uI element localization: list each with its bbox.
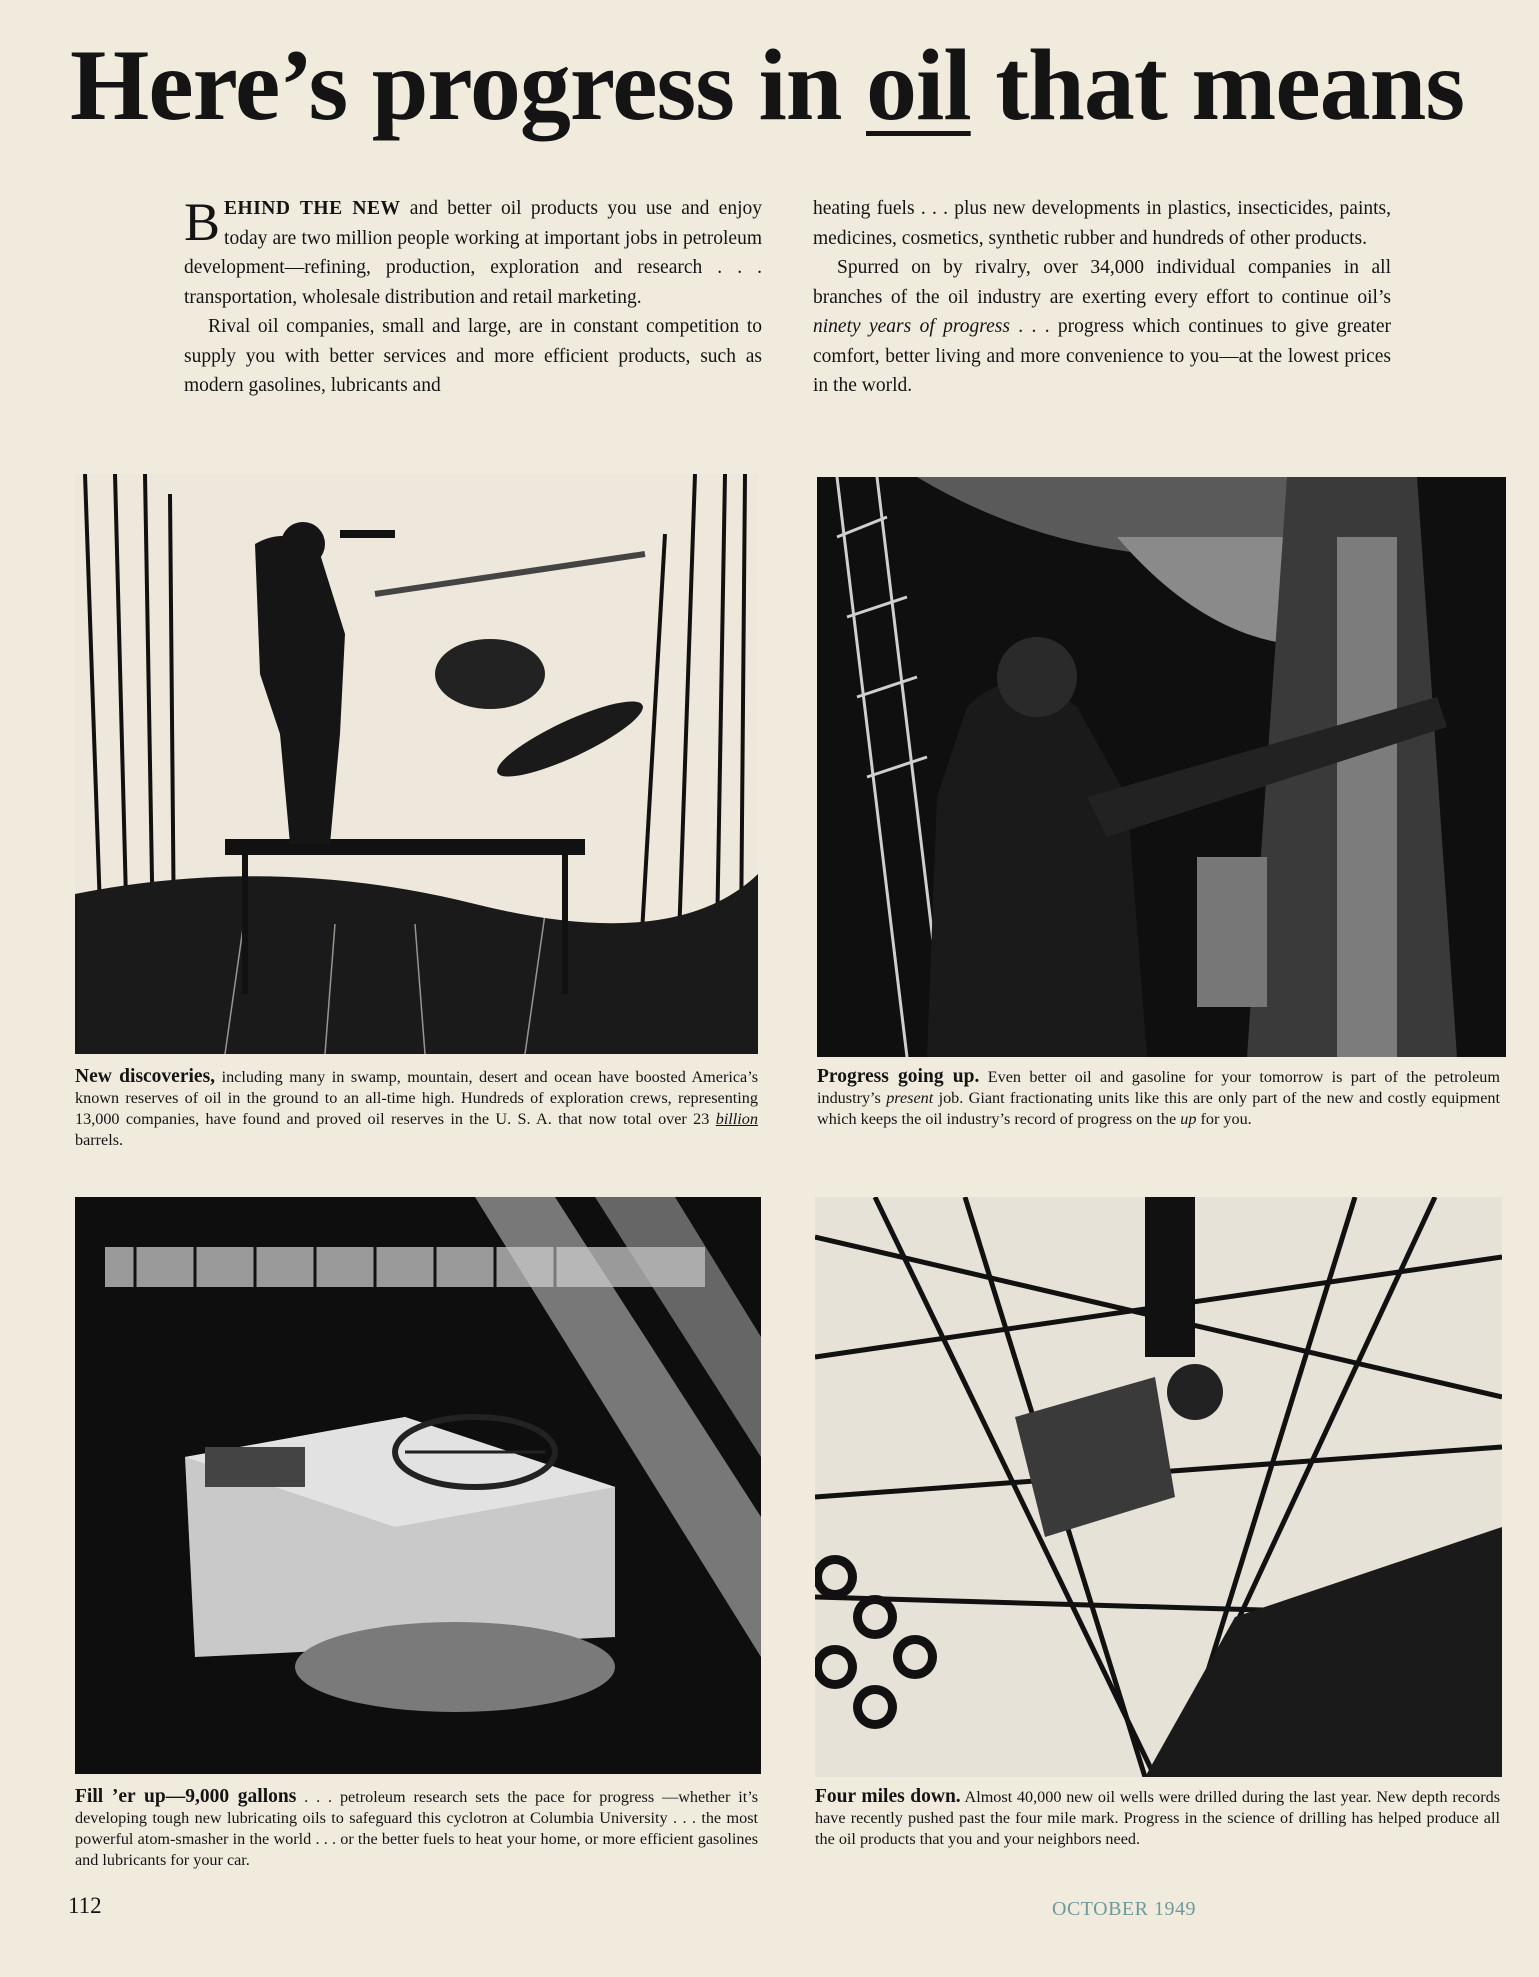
intro-column-left (184, 194, 762, 401)
caption-end: barrels. (75, 1131, 124, 1149)
intro-left-p1-text: and better oil products you use and enjoy today are two million people working at important jobs in petroleum development—refining, production, exploration and research . . . transportation, wholesale distribution and retail marketing. (184, 198, 762, 308)
caption-lead: Progress going up. (817, 1066, 980, 1087)
refinery-fractionating-unit-illustration (817, 477, 1506, 1057)
caption-end: for you. (1196, 1110, 1252, 1128)
caption-four-miles-down (815, 1786, 1500, 1850)
intro-left-paragraph-2: Rival oil companies, small and large, are in constant competition to supply you with better services and more efficient products, such as modern gasolines, lubricants and (184, 316, 762, 396)
caption-emphasis-2: up (1180, 1110, 1197, 1128)
caption-emphasis: present (886, 1089, 934, 1107)
caption-lead: Four miles down. (815, 1786, 961, 1807)
headline-before: Here’s progress in (70, 29, 867, 142)
page-number: 112 (68, 1893, 102, 1918)
lead-in: EHIND THE NEW (224, 198, 401, 219)
headline-emphasis: oil (866, 29, 971, 142)
intro-right-p2-start: Spurred on by rivalry, over 34,000 individual companies in all branches of the oil industry are exerting every effort to continue oil’s (813, 257, 1391, 308)
caption-text: . . . petroleum research sets the pace for progress —whether it’s developing tough new lubricating oils to safeguard this cyclotron at Columbia University . . . the most powerful atom-smasher in the world . . . or the better fuels to heat your home, or more efficient gasolines and lubricants for your car. (75, 1788, 758, 1869)
caption-text: Almost 40,000 new oil wells were drilled during the last year. New depth records have recently pushed past the four mile mark. Progress in the science of drilling has helped produce all the oil products that you and your neighbors need. (815, 1788, 1500, 1848)
intro-left-paragraph-1 (184, 194, 762, 312)
caption-text: including many in swamp, mountain, desert and ocean have boosted America’s known reserves of oil in the ground to an all-time high. Hundreds of exploration crews, representing 13,000 companies, have found and proved oil reserves in the U. S. A. that now total over 23 (75, 1068, 758, 1128)
headline (70, 30, 1490, 142)
caption-emphasis: billion (715, 1110, 758, 1128)
swamp-survey-helicopter-illustration (75, 474, 758, 1054)
drilling-derrick-illustration (815, 1197, 1502, 1777)
caption-progress-going-up (817, 1066, 1500, 1130)
caption-new-discoveries (75, 1066, 758, 1151)
intro-column-right (813, 194, 1391, 401)
intro-right-paragraph-1: heating fuels . . . plus new developments in plastics, insecticides, paints, medicines, cosmetics, synthetic rubber and hundreds of other products. (813, 198, 1391, 249)
caption-lead: Fill ’er up—9,000 gallons (75, 1786, 297, 1807)
intro-right-p2-end: . . . progress which continues to give greater comfort, better living and more convenience to you—at the lowest prices in the world. (813, 316, 1391, 396)
caption-lead: New discoveries, (75, 1066, 216, 1087)
intro-right-paragraph-2 (813, 253, 1391, 401)
caption-fill-er-up (75, 1786, 758, 1871)
cyclotron-illustration (75, 1197, 761, 1774)
drop-cap: B (184, 192, 221, 252)
caption-middle: job. Giant fractionating units like this are only part of the new and costly equipment which keeps the oil industry’s record of progress on the (817, 1089, 1500, 1128)
headline-after: that means (970, 29, 1465, 142)
caption-text: Even better oil and gasoline for your tomorrow is part of the petroleum industry’s (817, 1068, 1500, 1107)
issue-date: OCTOBER 1949 (1052, 1898, 1196, 1920)
intro-right-p2-italic: ninety years of progress (813, 316, 1010, 337)
